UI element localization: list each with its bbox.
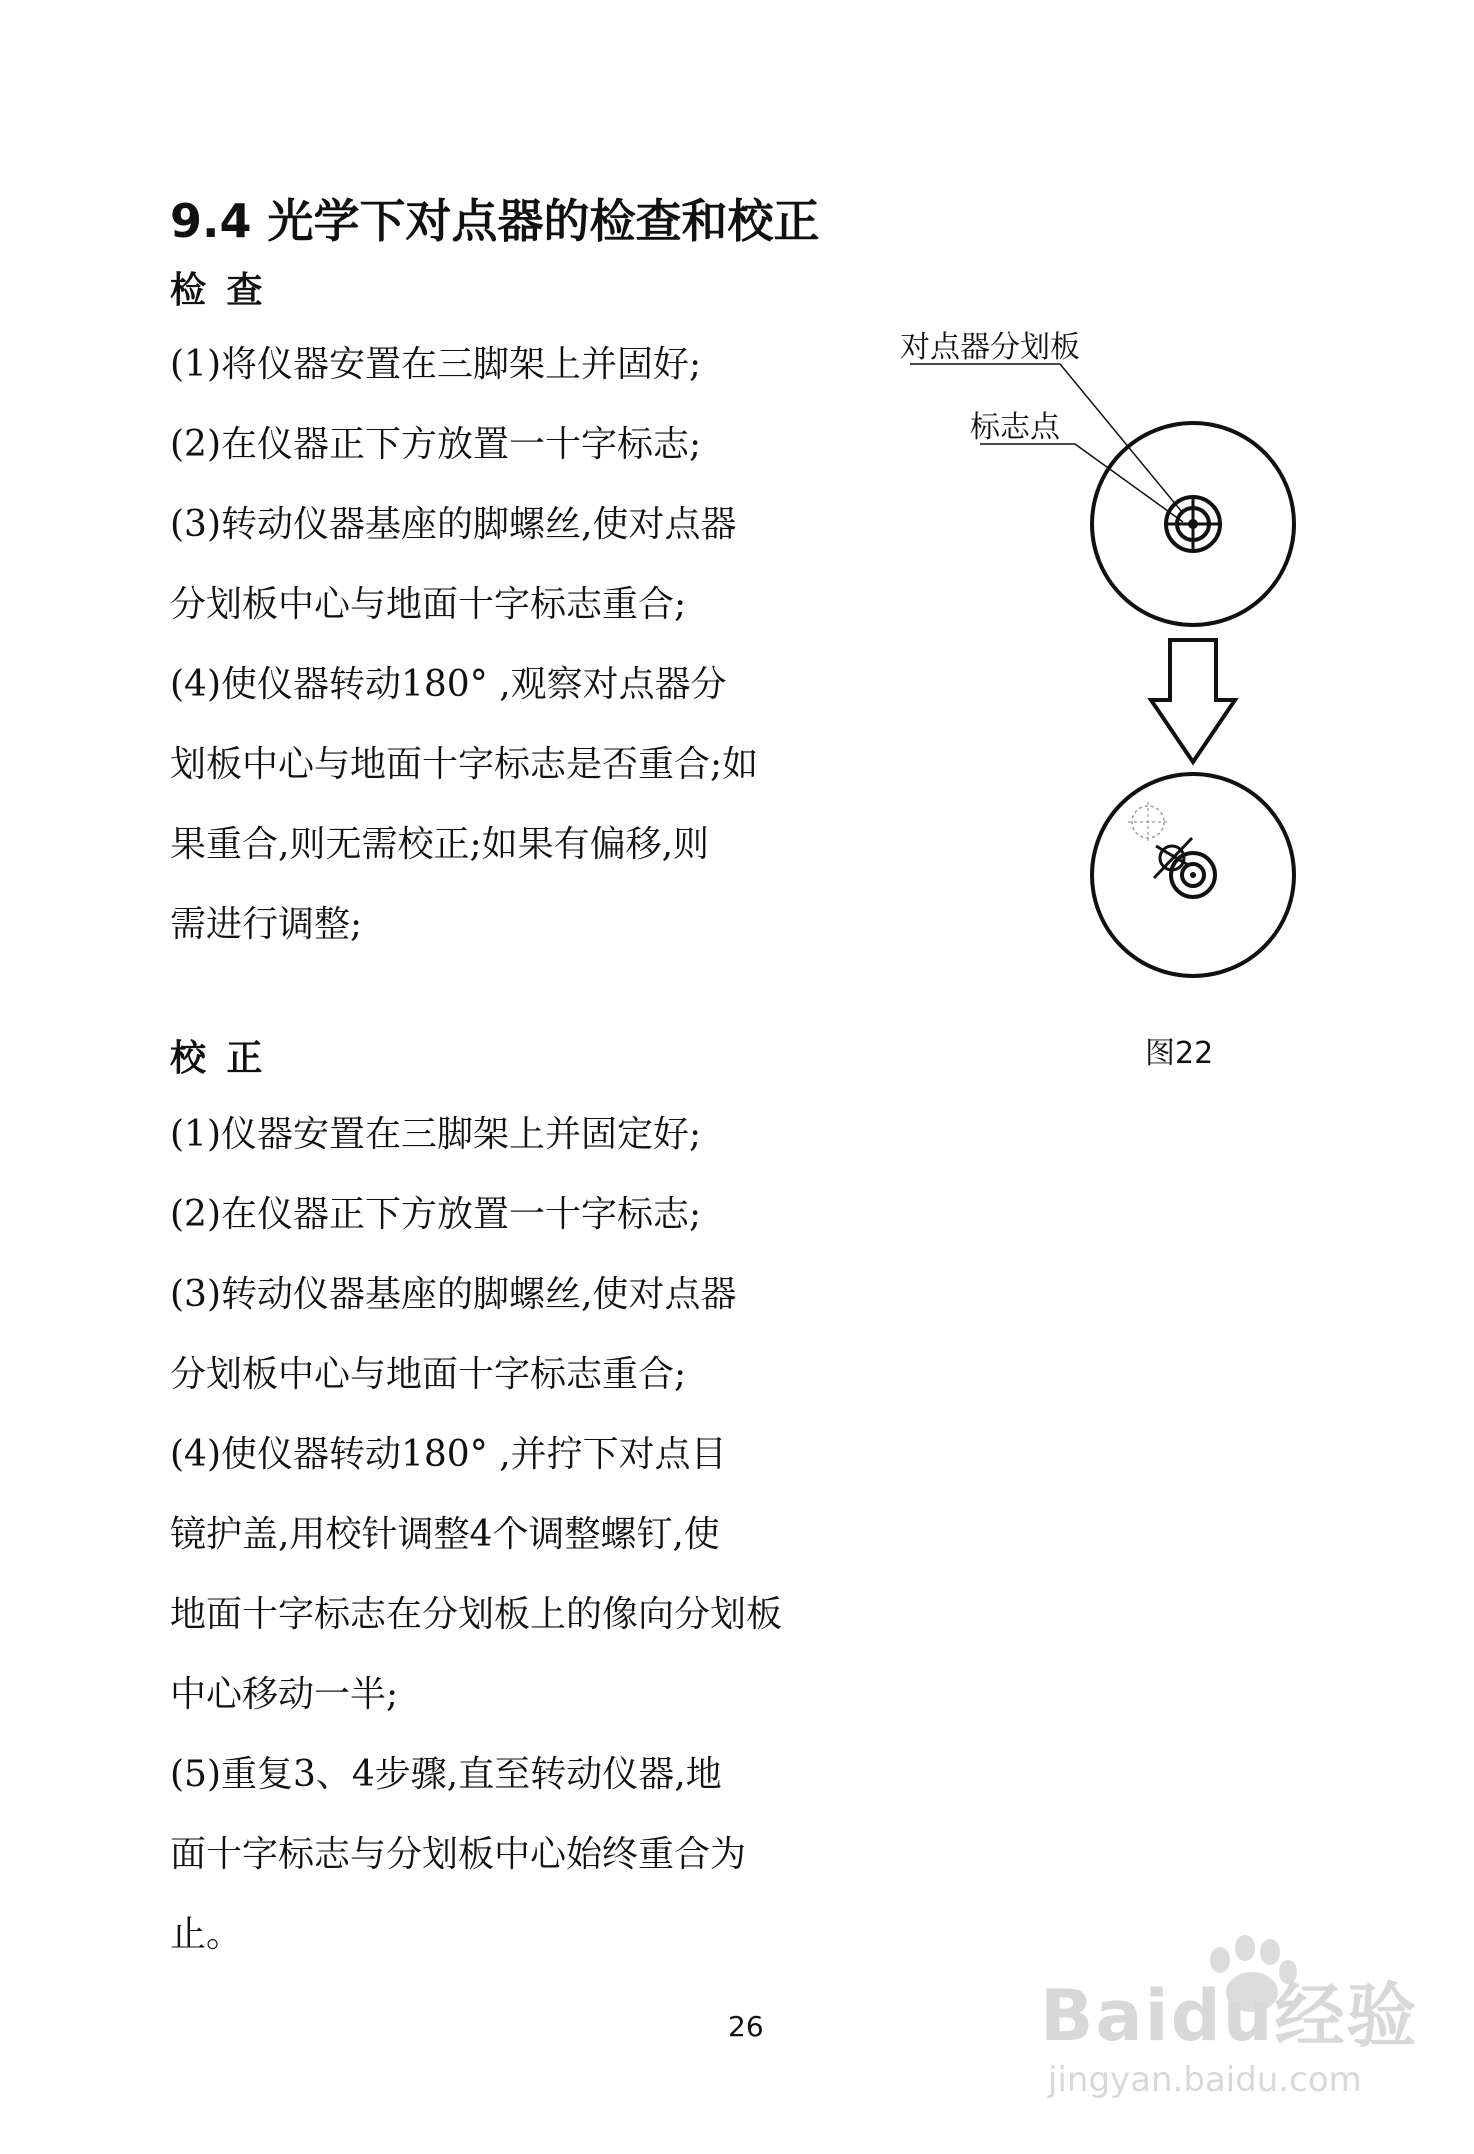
check-steps (170, 325, 850, 965)
correct-steps (170, 1095, 850, 1975)
check-line: 分划板中心与地面十字标志重合; (170, 584, 687, 625)
figure-caption: 图22 (1145, 1036, 1214, 1071)
check-line: (2)在仪器正下方放置一十字标志; (170, 424, 702, 465)
mark-point (1188, 519, 1198, 529)
correct-heading: 校 正 (170, 1038, 267, 1079)
figure-diagram (880, 300, 1340, 1040)
correct-line: 地面十字标志在分划板上的像向分划板 (170, 1594, 783, 1635)
page-number: 26 (728, 2010, 764, 2043)
correct-line: (2)在仪器正下方放置一十字标志; (170, 1194, 702, 1235)
check-line: (1)将仪器安置在三脚架上并固好; (170, 344, 702, 385)
correct-line: 面十字标志与分划板中心始终重合为 (170, 1834, 747, 1875)
correct-line: 中心移动一半; (170, 1674, 399, 1715)
correct-line: 镜护盖,用校针调整4个调整螺钉,使 (170, 1514, 720, 1555)
watermark-brand: Baidu经验 (1040, 1975, 1419, 2057)
correct-line: 分划板中心与地面十字标志重合; (170, 1354, 687, 1395)
figure-22 (880, 300, 1340, 1100)
correct-line: 止。 (170, 1914, 243, 1955)
leader-line-mark (980, 444, 1183, 522)
check-line: 划板中心与地面十字标志是否重合;如 (170, 744, 759, 785)
check-heading: 检 查 (170, 270, 267, 311)
check-line: (3)转动仪器基座的脚螺丝,使对点器 (170, 504, 737, 545)
check-line: 果重合,则无需校正;如果有偏移,则 (170, 824, 710, 865)
watermark-url: jingyan.baidu.com (1048, 2060, 1362, 2100)
check-line: 需进行调整; (170, 904, 363, 945)
check-line: (4)使仪器转动180° ,观察对点器分 (170, 664, 727, 705)
correct-line: (4)使仪器转动180° ,并拧下对点目 (170, 1434, 727, 1475)
baidu-watermark (1040, 1930, 1440, 2130)
correct-line: (5)重复3、4步骤,直至转动仪器,地 (170, 1754, 722, 1795)
section-title: 9.4 光学下对点器的检查和校正 (170, 194, 820, 248)
correct-line: (1)仪器安置在三脚架上并固定好; (170, 1114, 702, 1155)
label-mark-point: 标志点 (970, 410, 1060, 445)
label-reticle: 对点器分划板 (900, 330, 1080, 365)
reticle-center-bottom (1190, 872, 1196, 878)
down-arrow-icon (1151, 640, 1235, 762)
correct-line: (3)转动仪器基座的脚螺丝,使对点器 (170, 1274, 737, 1315)
